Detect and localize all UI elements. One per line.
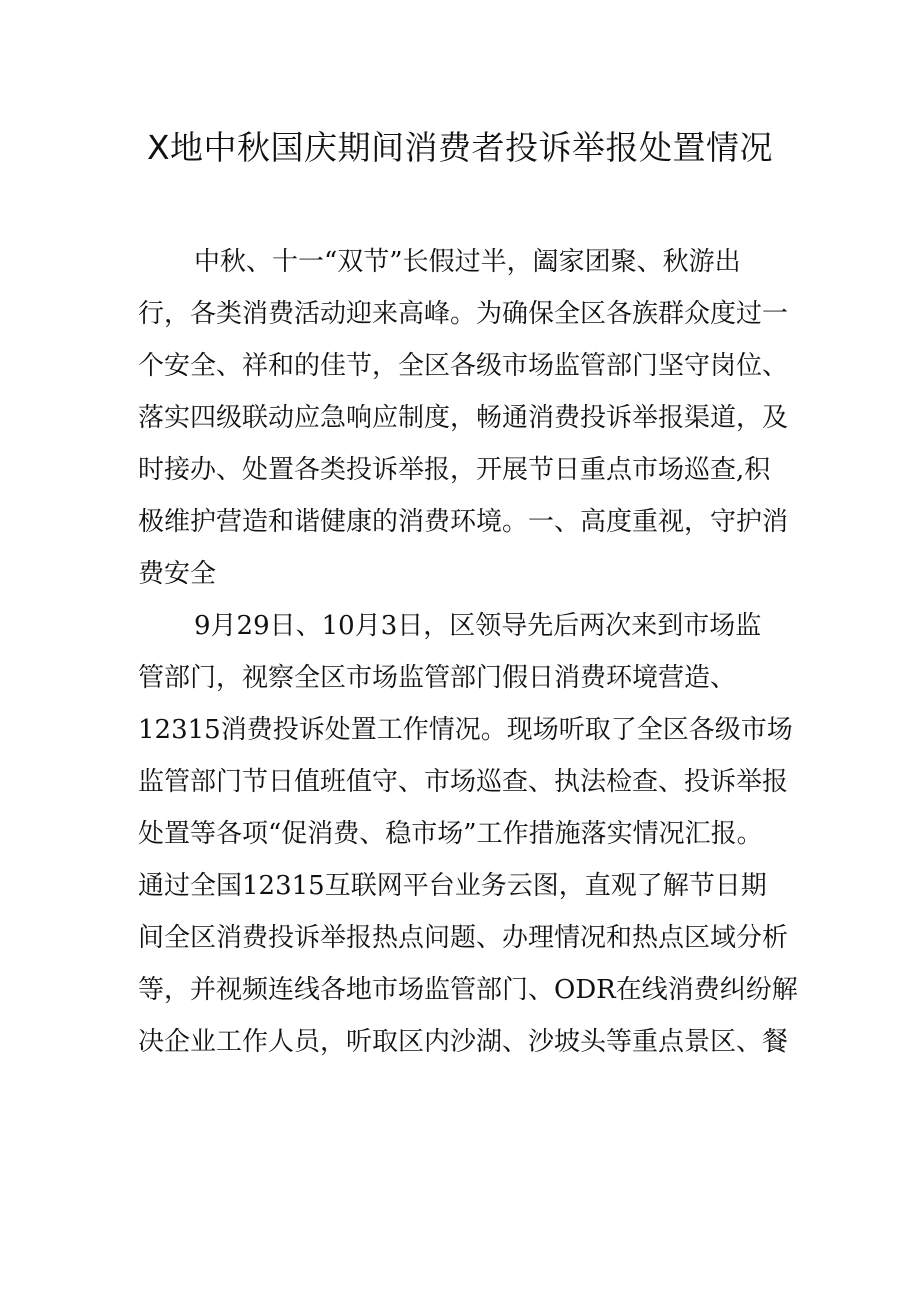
text-line: 管部门，视察全区市场监管部门假日消费环境营造、: [138, 663, 737, 693]
text-line: 处置等各项“促消费、稳市场”工作措施落实情况汇报。: [138, 819, 763, 849]
text-line: 决企业工作人员，听取区内沙湖、沙坡头等重点景区、餐: [138, 1027, 789, 1057]
text-line: 监管部门节日值班值守、市场巡查、执法检查、投诉举报: [138, 767, 789, 797]
paragraph-2: [138, 600, 798, 1068]
paragraph-1: [138, 236, 798, 600]
text-line: 个安全、祥和的佳节，全区各级市场监管部门坚守岗位、: [138, 351, 789, 381]
text-line: 中秋、十一“双节”长假过半，阖家团聚、秋游出: [194, 247, 741, 277]
text-line: 落实四级联动应急响应制度，畅通消费投诉举报渠道，及: [138, 403, 789, 433]
text-line: 9月29日、10月3日，区领导先后两次来到市场监: [194, 611, 762, 641]
text-line: 等，并视频连线各地市场监管部门、ODR在线消费纠纷解: [138, 975, 798, 1005]
text-line: 间全区消费投诉举报热点问题、办理情况和热点区域分析: [138, 923, 789, 953]
text-line: 极维护营造和谐健康的消费环境。一、高度重视，守护消: [138, 507, 789, 537]
document-body: [138, 236, 798, 1068]
text-line: 费安全: [138, 559, 217, 589]
text-line: 12315消费投诉处置工作情况。现场听取了全区各级市场: [138, 715, 793, 745]
document-title: X地中秋国庆期间消费者投诉举报处置情况: [146, 128, 774, 167]
text-line: 时接办、处置各类投诉举报，开展节日重点市场巡查,积: [138, 455, 771, 485]
text-line: 通过全国12315互联网平台业务云图，直观了解节日期: [138, 871, 767, 901]
text-line: 行，各类消费活动迎来高峰。为确保全区各族群众度过一: [138, 299, 789, 329]
